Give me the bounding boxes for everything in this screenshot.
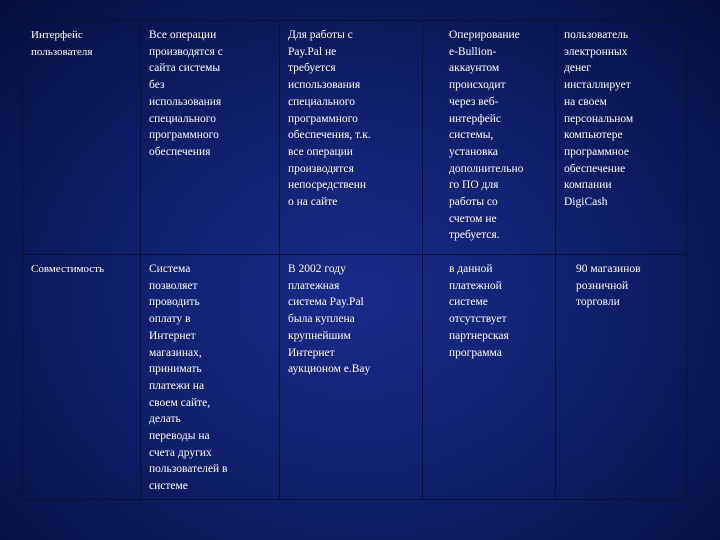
- comparison-table: [22, 20, 687, 500]
- row-label-cell: [23, 21, 141, 255]
- table-cell: [141, 255, 280, 500]
- cell-text: Система позволяет проводить оплату в Интернет магазинах, принимать платежи на своем сайте, делать переводы на счета других пользователей в системе: [149, 263, 228, 493]
- table-cell: [280, 21, 423, 255]
- table-cell: [141, 21, 280, 255]
- cell-text: Оперирование e-Bullion- аккаунтом происходит через веб- интерфейс системы, установка дополнительно го ПО для работы со счетом не требуется.: [449, 29, 524, 242]
- row-label-cell: [23, 255, 141, 500]
- table-row-compatibility: [23, 255, 687, 500]
- table-row-interface: [23, 21, 687, 255]
- table-cell: [556, 21, 687, 255]
- cell-text: В 2002 году платежная система Pay.Pal была куплена крупнейшим Интернет аукционом e.Bay: [288, 263, 371, 376]
- table-cell: [556, 255, 687, 500]
- table-cell: [280, 255, 423, 500]
- cell-text: Для работы с Pay.Pal не требуется использования специального программного обеспечения, т.к. все операции производятся непосредственн о на сайте: [288, 29, 371, 209]
- cell-text: пользователь электронных денег инсталлирует на своем персональном компьютере программное обеспечение компании DigiCash: [564, 29, 634, 209]
- table-cell: [423, 21, 556, 255]
- table-cell: [423, 255, 556, 500]
- cell-text: Все операции производятся с сайта системы без использования специального программного обеспечения: [149, 29, 223, 158]
- cell-text: 90 магазинов розничной торговли: [576, 263, 641, 309]
- row-label: Интерфейс пользователя: [31, 29, 93, 58]
- cell-text: в данной платежной системе отсутствует партнерская программа: [449, 263, 509, 359]
- row-label: Совместимость: [31, 263, 104, 275]
